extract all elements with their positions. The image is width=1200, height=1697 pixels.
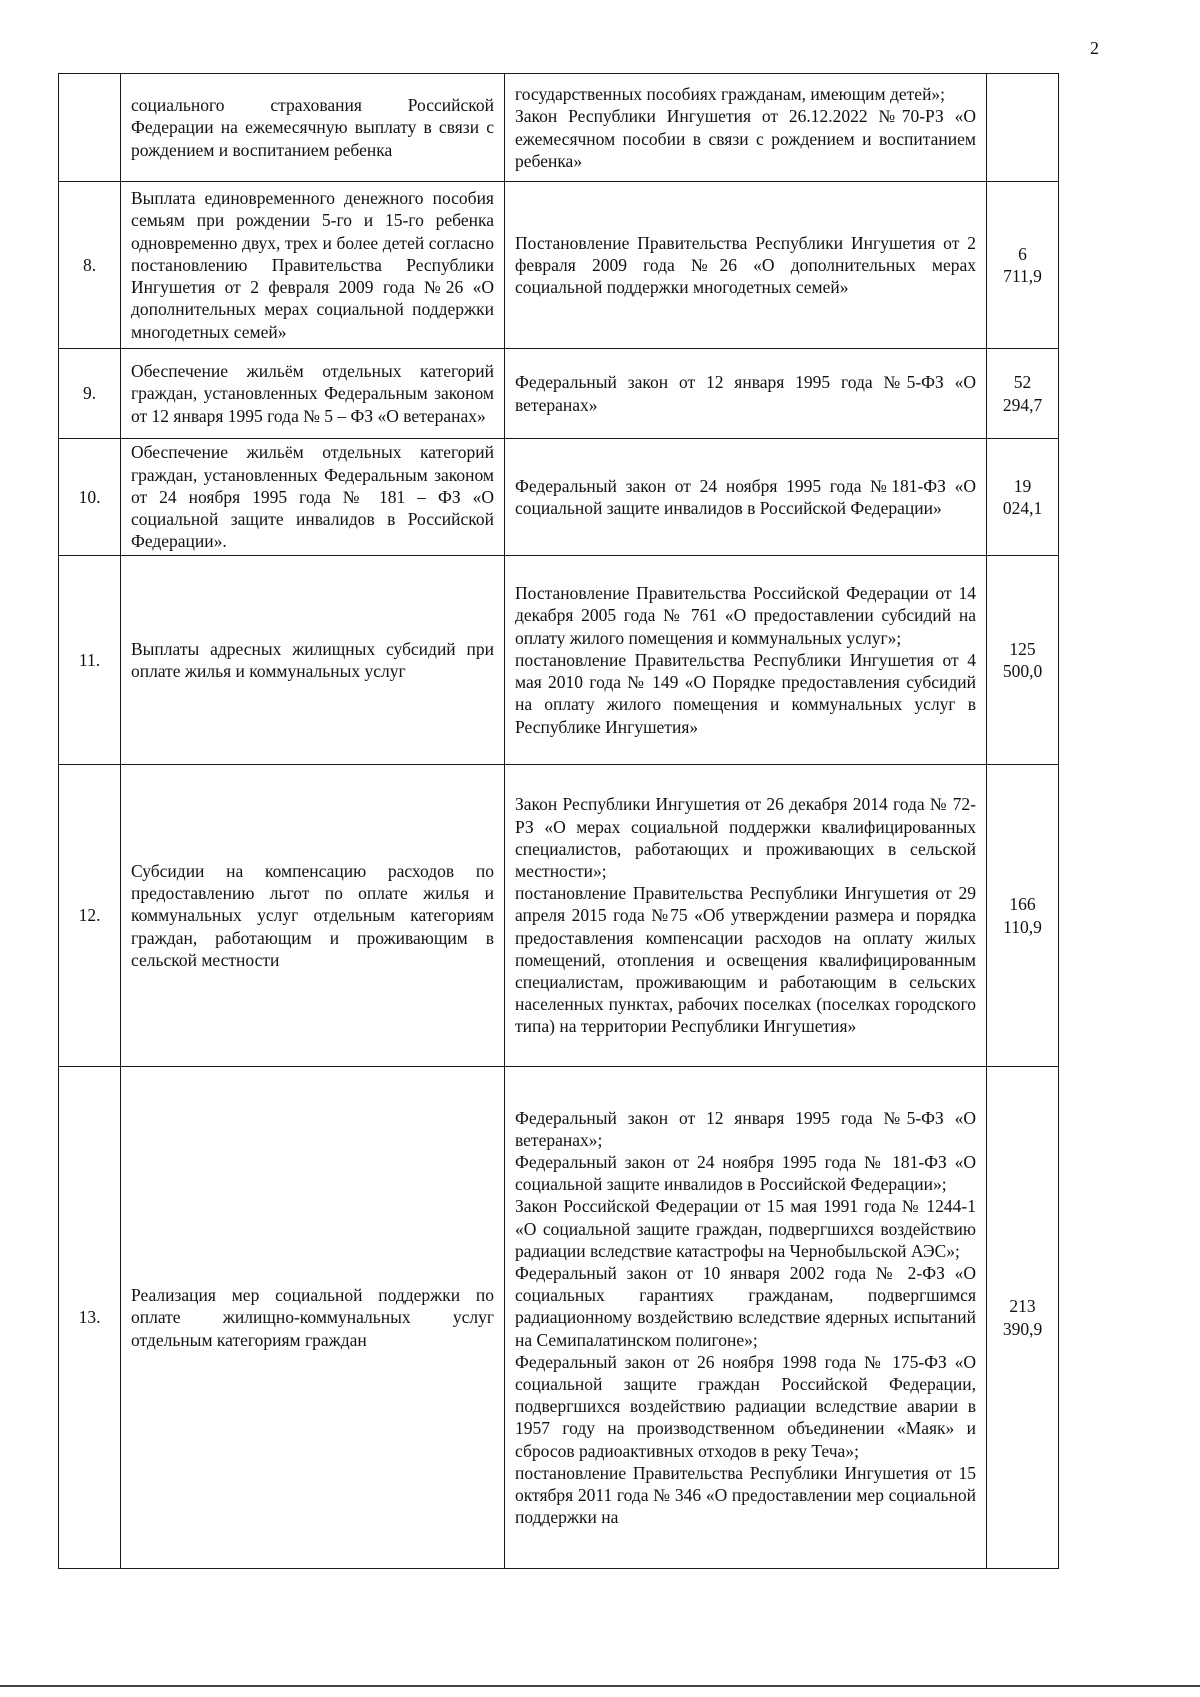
legal-basis-item: Закон Российской Федерации от 15 мая 1991 года № 1244-1 «О социальной защите граждан, подвергшихся воздействию радиации вследствие катастрофы на Чернобыльской АЭС»; [515, 1196, 976, 1261]
amount: 52 294,7 [987, 349, 1059, 439]
measure-description: Обеспечение жильём отдельных категорий граждан, установленных Федеральным законом от 24 ноября 1995 года № 181 – ФЗ «О социальной защите инвалидов в Российской Федерации». [121, 439, 505, 556]
page-number: 2 [1090, 38, 1099, 58]
measure-description: Выплата единовременного денежного пособия семьям при рождении 5-го и 15-го ребенка одновременно двух, трех и более детей согласно постановлению Правительства Республики Ингушетия от 2 февраля 2009 года №26 «О дополнительных мерах социальной поддержки многодетных семей» [121, 182, 505, 349]
amount: 19 024,1 [987, 439, 1059, 556]
legal-basis-item: Закон Республики Ингушетия от 26.12.2022 №70-РЗ «О ежемесячном пособии в связи с рождением и воспитанием ребенка» [515, 106, 976, 171]
amount: 213 390,9 [987, 1067, 1059, 1569]
table-row [59, 1067, 1059, 1569]
legal-basis-item: Федеральный закон от 12 января 1995 года №5-ФЗ «О ветеранах»; [515, 1107, 976, 1150]
amount: 166 110,9 [987, 765, 1059, 1067]
amount [987, 74, 1059, 182]
measure-description: Субсидии на компенсацию расходов по предоставлению льгот по оплате жилья и коммунальных услуг отдельным категориям граждан, работающим и проживающим в сельской местности [121, 765, 505, 1067]
legal-basis-item: государственных пособиях гражданам, имеющим детей»; [515, 84, 946, 105]
legal-basis-item: Федеральный закон от 12 января 1995 года №5-ФЗ «О ветеранах» [515, 372, 976, 415]
legal-basis [505, 74, 987, 182]
legal-basis-item: Закон Республики Ингушетия от 26 декабря 2014 года № 72-РЗ «О мерах социальной поддержки квалифицированных специалистов, работающих и проживающих в сельской местности»; [515, 794, 976, 881]
legal-basis-item: Федеральный закон от 26 ноября 1998 года № 175-ФЗ «О социальной защите граждан Российской Федерации, подвергшихся воздействию радиации вследствие аварии в 1957 году на производственном объединении «Маяк» и сбросов радиоактивных отходов в реку Теча»; [515, 1351, 976, 1461]
legal-basis-item: Постановление Правительства Российской Федерации от 14 декабря 2005 года № 761 «О предоставлении субсидий на оплату жилого помещения и коммунальных услуг»; [515, 583, 976, 648]
legal-basis [505, 439, 987, 556]
table-row [59, 74, 1059, 182]
row-number [59, 74, 121, 182]
legal-basis [505, 1067, 987, 1569]
table-row [59, 439, 1059, 556]
legal-basis-item: Постановление Правительства Республики Ингушетия от 2 февраля 2009 года №26 «О дополнительных мерах социальной поддержки многодетных семей» [515, 232, 976, 298]
measure-description: социального страхования Российской Федерации на ежемесячную выплату в связи с рождением и воспитанием ребенка [121, 74, 505, 182]
row-number: 9. [59, 349, 121, 439]
measure-description: Выплаты адресных жилищных субсидий при оплате жилья и коммунальных услуг [121, 556, 505, 765]
measures-table [58, 73, 1059, 1569]
legal-basis-item: постановление Правительства Республики Ингушетия от 15 октября 2011 года № 346 «О предоставлении мер социальной поддержки на [515, 1462, 976, 1528]
legal-basis-item: постановление Правительства Республики Ингушетия от 4 мая 2010 года № 149 «О Порядке предоставления субсидий на оплату жилого помещения и коммунальных услуг в Республике Ингушетия» [515, 649, 976, 737]
row-number: 10. [59, 439, 121, 556]
table-row [59, 349, 1059, 439]
row-number: 8. [59, 182, 121, 349]
legal-basis-item: постановление Правительства Республики Ингушетия от 29 апреля 2015 года №75 «Об утверждении размера и порядка предоставления компенсации расходов на оплату жилых помещений, отопления и освещения квалифицированным специалистам, проживающим и работающим в сельских населенных пунктах, рабочих поселках (поселках городского типа) на территории Республики Ингушетия» [515, 883, 976, 1037]
legal-basis [505, 556, 987, 765]
table-row [59, 182, 1059, 349]
measure-description: Обеспечение жильём отдельных категорий граждан, установленных Федеральным законом от 12 января 1995 года № 5 – ФЗ «О ветеранах» [121, 349, 505, 439]
amount: 6 711,9 [987, 182, 1059, 349]
row-number: 13. [59, 1067, 121, 1569]
row-number: 11. [59, 556, 121, 765]
legal-basis [505, 182, 987, 349]
row-number: 12. [59, 765, 121, 1067]
legal-basis [505, 765, 987, 1067]
legal-basis-item: Федеральный закон от 24 ноября 1995 года № 181-ФЗ «О социальной защите инвалидов в Российской Федерации»; [515, 1151, 976, 1195]
legal-basis [505, 349, 987, 439]
legal-basis-item: Федеральный закон от 24 ноября 1995 года №181-ФЗ «О социальной защите инвалидов в Российской Федерации» [515, 475, 976, 518]
legal-basis-item: Федеральный закон от 10 января 2002 года № 2-ФЗ «О социальных гарантиях гражданам, подвергшимся радиационному воздействию вследствие ядерных испытаний на Семипалатинском полигоне»; [515, 1262, 976, 1350]
measure-description: Реализация мер социальной поддержки по оплате жилищно-коммунальных услуг отдельным категориям граждан [121, 1067, 505, 1569]
table-row [59, 556, 1059, 765]
scan-edge-divider [0, 1685, 1200, 1687]
table-row [59, 765, 1059, 1067]
amount: 125 500,0 [987, 556, 1059, 765]
